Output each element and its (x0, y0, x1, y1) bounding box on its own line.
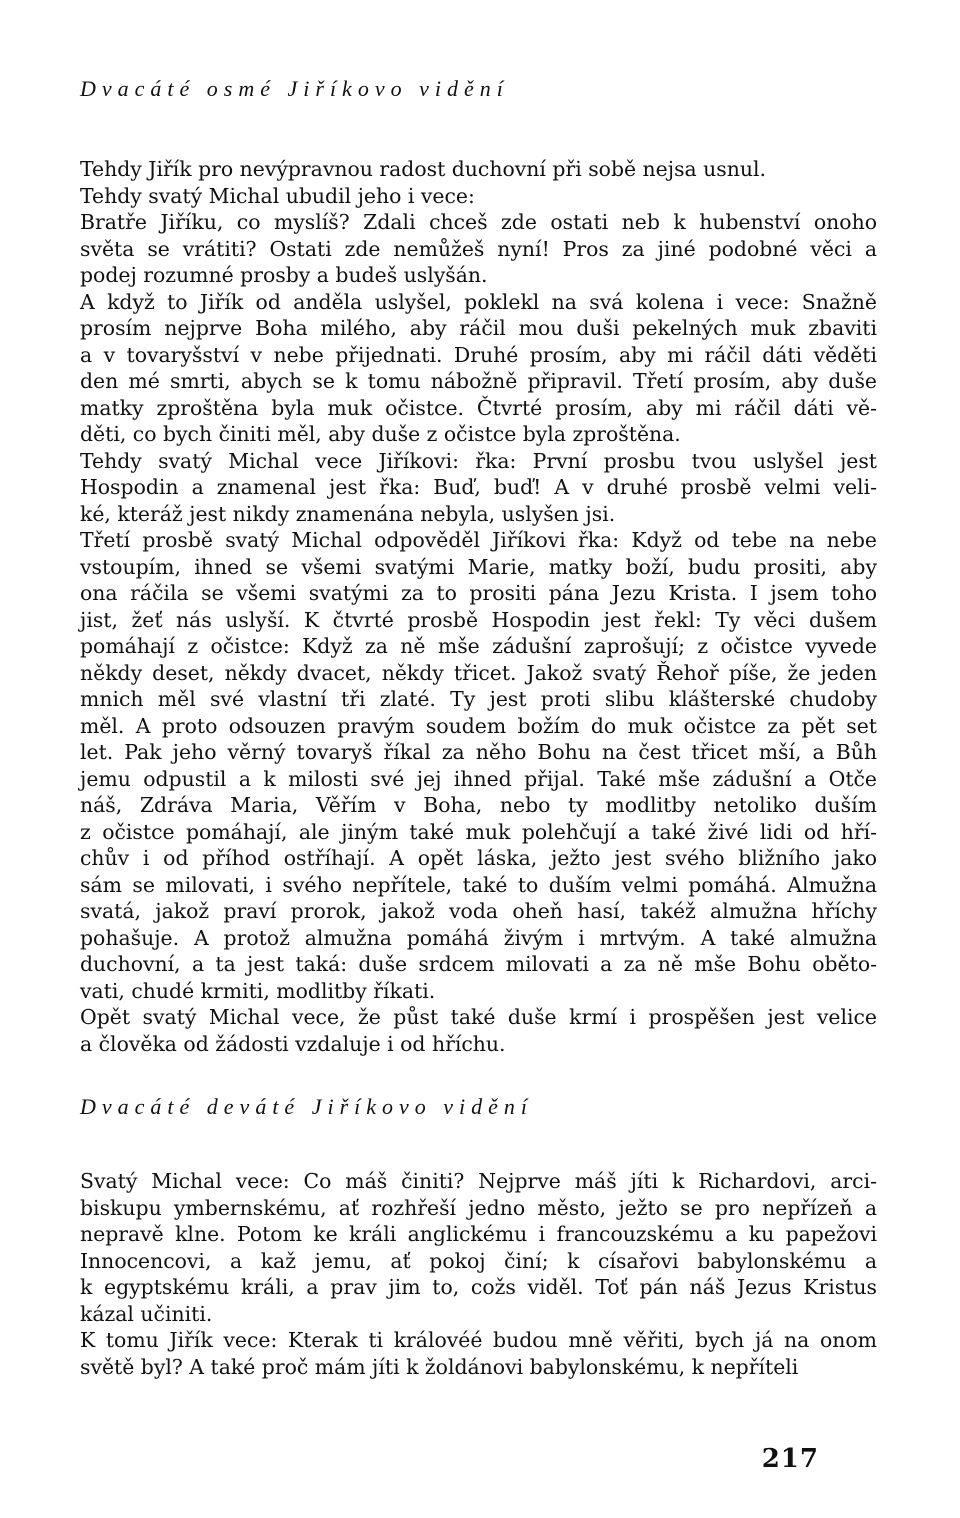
text-line: matky zproštěna byla muk očistce. Čtvrté prosím, aby mi ráčil dáti vě- (80, 395, 877, 420)
text-line: někdy deset, někdy dvacet, někdy třicet. Jakož svatý Řehoř píše, že jeden (80, 660, 877, 685)
text-line: sám se milovati, i svého nepřítele, také to duším velmi pomáhá. Almužna (80, 872, 877, 897)
text-line: jemu odpustil a k milosti své jej ihned přijal. Také mše zádušní a Otče (80, 766, 877, 791)
chapter-heading-28: Dvacáté osmé Jiříkovo vidění (80, 76, 509, 101)
text-line: prosím nejprve Boha milého, aby ráčil mou duši pekelných muk zbaviti (80, 316, 877, 340)
text-line: a člověka od žádosti vzdaluje i od hříchu. (80, 1031, 506, 1056)
text-line: nepravě klne. Potom ke králi anglickému i francouzskému a ku papežovi (80, 1222, 877, 1246)
text-line: Tehdy svatý Michal vece Jiříkovi: řka: První prosbu tvou uslyšel jest (80, 448, 877, 473)
text-line: mnich měl své vlastní tři zlaté. Ty jest proti slibu klášterské chudoby (80, 687, 877, 711)
text-line: Hospodin a znamenal jest řka: Buď, buď! A v druhé prosbě velmi veli- (80, 475, 877, 499)
text-line: Opět svatý Michal vece, že půst také duše krmí i prospěšen jest velice (80, 1005, 877, 1029)
text-line: děti, co bych činiti měl, aby duše z očistce byla zproštěna. (80, 422, 681, 446)
text-line: K tomu Jiřík vece: Kterak ti královéé budou mně věřiti, bych já na onom (80, 1328, 877, 1352)
book-page (80, 0, 877, 1518)
page-number: 217 (761, 1444, 819, 1474)
text-line: A když to Jiřík od anděla uslyšel, poklekl na svá kolena i vece: Snažně (80, 289, 877, 314)
text-line: duchovní, a ta jest taká: duše srdcem milovati a za ně mše Bohu oběto- (80, 952, 877, 976)
chapter-28-body (80, 156, 877, 1057)
text-line: podej rozumné prosby a budeš uslyšán. (80, 263, 488, 287)
text-line: vati, chudé krmiti, modlitby říkati. (80, 978, 436, 1003)
text-line: měl. A proto odsouzen pravým soudem božím do muk očistce za pět set (80, 713, 877, 738)
text-line: Bratře Jiříku, co myslíš? Zdali chceš zde ostati neb k hubenství onoho (80, 210, 877, 234)
text-line: a v tovaryšství v nebe přijednati. Druhé prosím, aby mi ráčil dáti věděti (80, 342, 877, 367)
text-line: svatá, jakož praví prorok, jakož voda oheň hasí, takéž almužna hříchy (80, 899, 877, 923)
text-line: světě byl? A také proč mám jíti k žoldánovi babylonskému, k nepříteli (80, 1354, 799, 1379)
text-line: Innocencovi, a kaž jemu, ať pokoj činí; k císařovi babylonskému a (80, 1248, 877, 1273)
text-line: z očistce pomáhají, ale jiným také muk polehčují a také živé lidi od hří- (80, 819, 877, 844)
text-line: ona ráčila se všemi svatými za to prositi pána Jezu Krista. I jsem toho (80, 581, 877, 605)
text-line: let. Pak jeho věrný tovaryš říkal za něho Bohu na čest třicet mší, a Bůh (80, 740, 877, 764)
text-line: Svatý Michal vece: Co máš činiti? Nejprve máš jíti k Richardovi, arci- (80, 1169, 877, 1193)
text-line: Tehdy svatý Michal ubudil jeho i vece: (80, 183, 475, 208)
text-line: pomáhají z očistce: Když za ně mše zádušní zaprošují; z očistce vyvede (80, 634, 877, 658)
text-line: jist, žeť nás uslyší. K čtvrté prosbě Hospodin jest řekl: Ty věci dušem (80, 607, 877, 632)
text-line: kázal učiniti. (80, 1301, 213, 1326)
text-line: náš, Zdráva Maria, Věřím v Boha, nebo ty modlitby netoliko duším (80, 793, 877, 817)
text-line: chův i od příhod ostříhají. A opět láska, ježto jest svého bližního jako (80, 846, 877, 870)
text-line: Tehdy Jiřík pro nevýpravnou radost duchovní při sobě nejsa usnul. (80, 157, 767, 181)
text-line: k egyptskému králi, a prav jim to, cožs viděl. Toť pán náš Jezus Kristus (80, 1275, 877, 1299)
chapter-29-body (80, 1168, 877, 1380)
text-line: biskupu ymbernskému, ať rozhřeší jedno město, ježto se pro nepřízeň a (80, 1195, 877, 1220)
text-line: vstoupím, ihned se všemi svatými Marie, matky boží, budu prositi, aby (80, 554, 877, 579)
text-line: světa se vrátiti? Ostati zde nemůžeš nyní! Pros za jiné podobné věci a (80, 236, 877, 261)
chapter-heading-29: Dvacáté deváté Jiříkovo vidění (80, 1094, 534, 1119)
text-line: den mé smrti, abych se k tomu nábožně připravil. Třetí prosím, aby duše (80, 369, 877, 393)
text-line: pohašuje. A protož almužna pomáhá živým i mrtvým. A také almužna (80, 925, 877, 950)
text-line: Třetí prosbě svatý Michal odpověděl Jiříkovi řka: Když od tebe na nebe (80, 528, 877, 552)
text-line: ké, kteráž jest nikdy znamenána nebyla, uslyšen jsi. (80, 501, 616, 526)
